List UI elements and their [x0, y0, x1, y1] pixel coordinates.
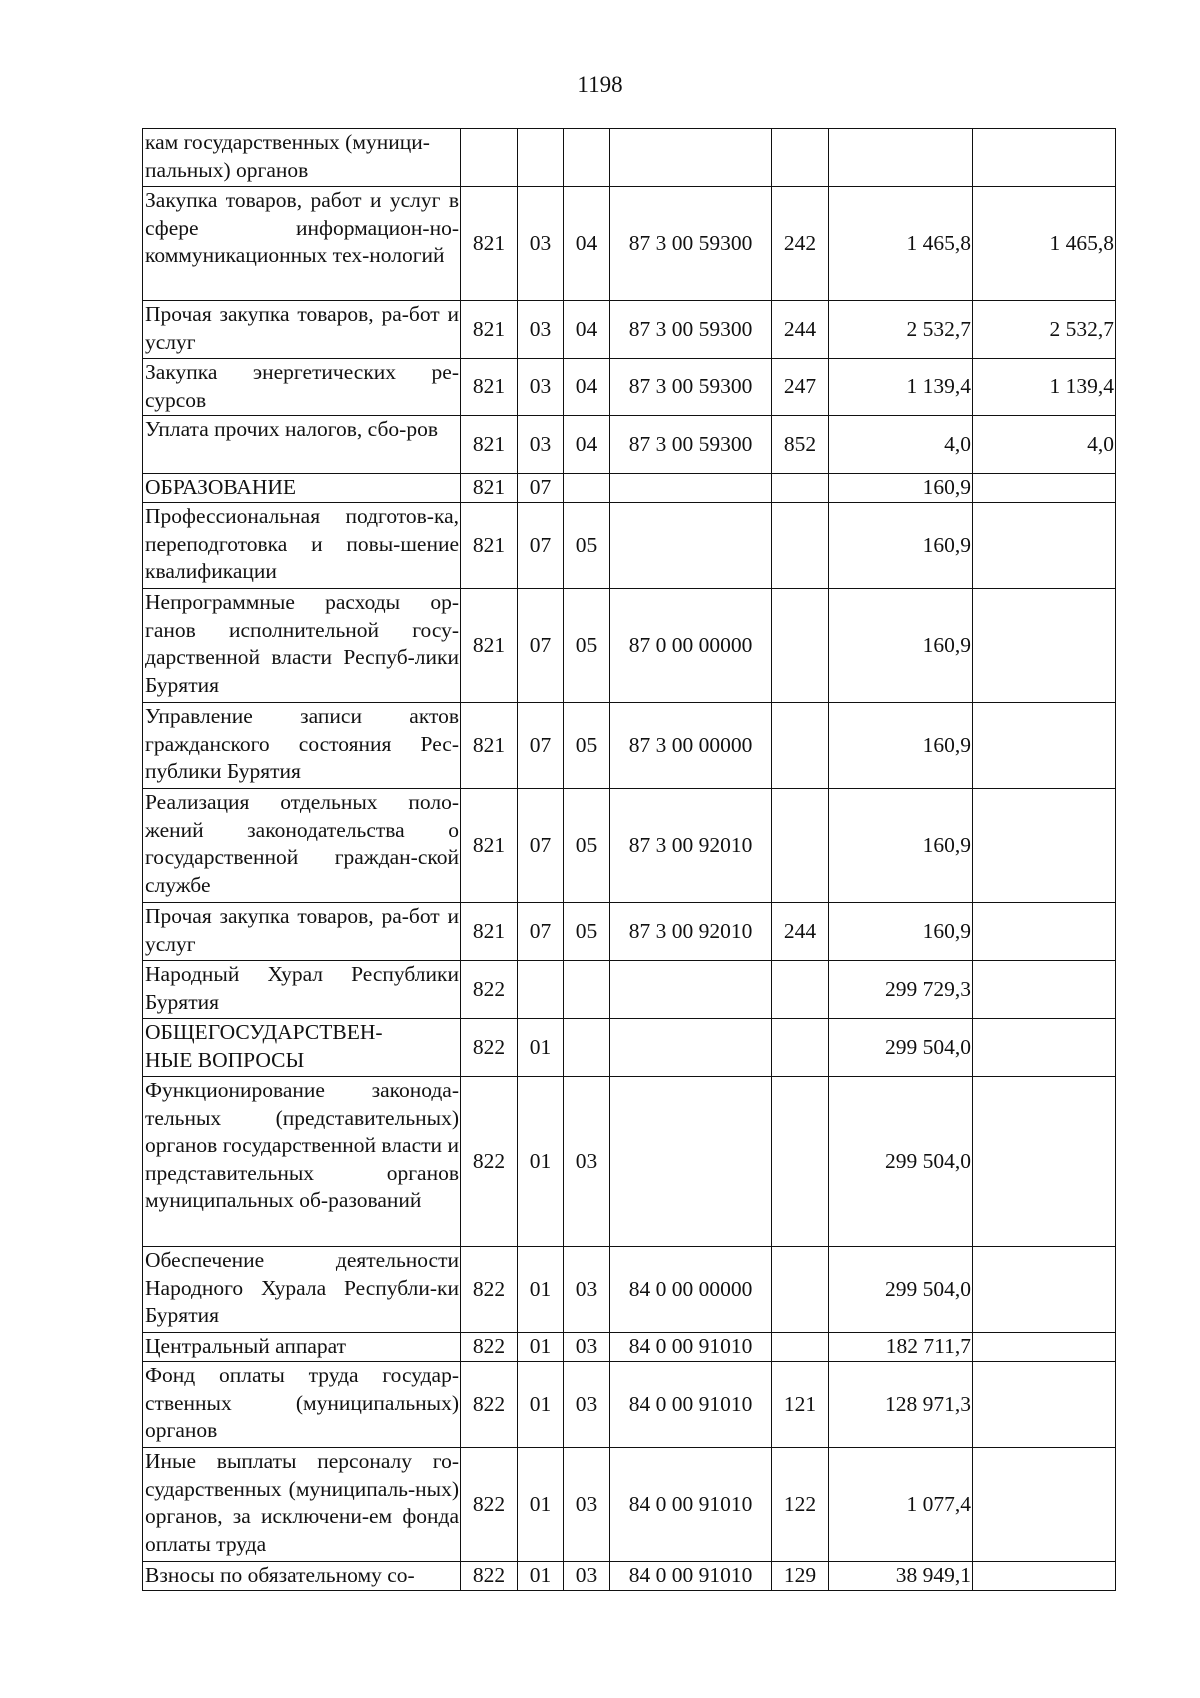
row-name-cell: Реализация отдельных поло-жений законодательства о государственной граждан-ской службе	[143, 789, 461, 903]
section-code-cell: 07	[518, 903, 564, 961]
section-code-cell	[518, 129, 564, 187]
table-row	[143, 1019, 1116, 1077]
section-code-cell: 01	[518, 1448, 564, 1562]
amount-year-2-cell	[973, 1019, 1116, 1077]
table-row	[143, 789, 1116, 903]
amount-year-1-cell: 299 729,3	[829, 961, 973, 1019]
subsection-code-cell: 05	[564, 589, 610, 703]
amount-year-1-cell: 38 949,1	[829, 1562, 973, 1591]
ministry-code-cell: 822	[461, 1562, 518, 1591]
expense-type-cell: 129	[772, 1562, 829, 1591]
subsection-code-cell	[564, 961, 610, 1019]
table-row	[143, 301, 1116, 359]
amount-year-2-cell	[973, 474, 1116, 503]
ministry-code-cell: 821	[461, 301, 518, 359]
target-article-cell: 87 3 00 92010	[610, 789, 772, 903]
amount-year-1-cell: 1 139,4	[829, 359, 973, 416]
amount-year-2-cell	[973, 129, 1116, 187]
ministry-code-cell: 821	[461, 503, 518, 589]
ministry-code-cell: 822	[461, 1247, 518, 1333]
target-article-cell: 87 3 00 59300	[610, 301, 772, 359]
subsection-code-cell: 05	[564, 789, 610, 903]
table-row	[143, 961, 1116, 1019]
expense-type-cell	[772, 1019, 829, 1077]
section-code-cell: 03	[518, 359, 564, 416]
expense-type-cell	[772, 129, 829, 187]
section-code-cell: 07	[518, 589, 564, 703]
row-name-cell: кам государственных (муници- пальных) органов	[143, 129, 461, 187]
expense-type-cell: 242	[772, 187, 829, 301]
expense-type-cell	[772, 1247, 829, 1333]
ministry-code-cell: 822	[461, 961, 518, 1019]
target-article-cell: 87 3 00 92010	[610, 903, 772, 961]
amount-year-1-cell: 182 711,7	[829, 1333, 973, 1362]
subsection-code-cell	[564, 129, 610, 187]
section-code-cell: 01	[518, 1077, 564, 1247]
section-code-cell: 07	[518, 474, 564, 503]
table-row	[143, 589, 1116, 703]
expense-type-cell: 244	[772, 903, 829, 961]
row-name-cell: ОБЩЕГОСУДАРСТВЕН- НЫЕ ВОПРОСЫ	[143, 1019, 461, 1077]
budget-table	[142, 128, 1116, 1591]
amount-year-2-cell	[973, 1077, 1116, 1247]
subsection-code-cell: 03	[564, 1448, 610, 1562]
amount-year-2-cell: 1 139,4	[973, 359, 1116, 416]
ministry-code-cell	[461, 129, 518, 187]
amount-year-2-cell	[973, 789, 1116, 903]
table-row	[143, 416, 1116, 474]
amount-year-1-cell: 128 971,3	[829, 1362, 973, 1448]
amount-year-1-cell: 160,9	[829, 589, 973, 703]
amount-year-2-cell	[973, 1562, 1116, 1591]
subsection-code-cell: 04	[564, 359, 610, 416]
amount-year-2-cell	[973, 703, 1116, 789]
amount-year-1-cell: 160,9	[829, 503, 973, 589]
row-name-cell: Народный Хурал Республики Бурятия	[143, 961, 461, 1019]
amount-year-2-cell	[973, 589, 1116, 703]
section-code-cell: 07	[518, 703, 564, 789]
expense-type-cell: 244	[772, 301, 829, 359]
target-article-cell: 84 0 00 91010	[610, 1562, 772, 1591]
amount-year-1-cell: 1 077,4	[829, 1448, 973, 1562]
amount-year-2-cell: 2 532,7	[973, 301, 1116, 359]
subsection-code-cell: 03	[564, 1077, 610, 1247]
row-name-cell: Прочая закупка товаров, ра-бот и услуг	[143, 301, 461, 359]
row-name-cell: Прочая закупка товаров, ра-бот и услуг	[143, 903, 461, 961]
section-code-cell	[518, 961, 564, 1019]
section-code-cell: 01	[518, 1019, 564, 1077]
amount-year-1-cell: 160,9	[829, 703, 973, 789]
subsection-code-cell: 05	[564, 903, 610, 961]
row-name-cell: Закупка товаров, работ и услуг в сфере информацион-но-коммуникационных тех-нологий	[143, 187, 461, 301]
subsection-code-cell	[564, 474, 610, 503]
row-name-cell: Непрограммные расходы ор-ганов исполнительной госу-дарственной власти Респуб-лики Бурятия	[143, 589, 461, 703]
table-row	[143, 903, 1116, 961]
subsection-code-cell: 03	[564, 1362, 610, 1448]
ministry-code-cell: 821	[461, 903, 518, 961]
amount-year-1-cell: 4,0	[829, 416, 973, 474]
ministry-code-cell: 821	[461, 416, 518, 474]
target-article-cell	[610, 474, 772, 503]
row-name-cell: Уплата прочих налогов, сбо-ров	[143, 416, 461, 474]
target-article-cell: 87 3 00 59300	[610, 359, 772, 416]
ministry-code-cell: 821	[461, 187, 518, 301]
row-name-cell: Функционирование законода-тельных (представительных) органов государственной власти и представительных органов муниципальных об-разований	[143, 1077, 461, 1247]
section-code-cell: 03	[518, 416, 564, 474]
expense-type-cell	[772, 789, 829, 903]
ministry-code-cell: 821	[461, 703, 518, 789]
table-row	[143, 703, 1116, 789]
section-code-cell: 01	[518, 1333, 564, 1362]
target-article-cell: 87 3 00 00000	[610, 703, 772, 789]
row-name-cell: Обеспечение деятельности Народного Хурала Республи-ки Бурятия	[143, 1247, 461, 1333]
amount-year-1-cell: 160,9	[829, 903, 973, 961]
subsection-code-cell: 03	[564, 1333, 610, 1362]
table-row	[143, 1247, 1116, 1333]
table-row	[143, 1362, 1116, 1448]
amount-year-1-cell: 2 532,7	[829, 301, 973, 359]
subsection-code-cell: 05	[564, 503, 610, 589]
ministry-code-cell: 821	[461, 789, 518, 903]
subsection-code-cell: 03	[564, 1562, 610, 1591]
amount-year-1-cell: 160,9	[829, 474, 973, 503]
row-name-cell: Профессиональная подготов-ка, переподготовка и повы-шение квалификации	[143, 503, 461, 589]
expense-type-cell: 121	[772, 1362, 829, 1448]
table-row	[143, 1333, 1116, 1362]
page-number: 1198	[577, 72, 623, 97]
amount-year-1-cell	[829, 129, 973, 187]
target-article-cell	[610, 961, 772, 1019]
amount-year-2-cell: 1 465,8	[973, 187, 1116, 301]
row-name-cell: ОБРАЗОВАНИЕ	[143, 474, 461, 503]
section-code-cell: 01	[518, 1562, 564, 1591]
amount-year-2-cell	[973, 1333, 1116, 1362]
ministry-code-cell: 821	[461, 474, 518, 503]
section-code-cell: 03	[518, 301, 564, 359]
amount-year-2-cell	[973, 961, 1116, 1019]
amount-year-2-cell: 4,0	[973, 416, 1116, 474]
ministry-code-cell: 821	[461, 589, 518, 703]
ministry-code-cell: 822	[461, 1077, 518, 1247]
amount-year-2-cell	[973, 1247, 1116, 1333]
amount-year-2-cell	[973, 1362, 1116, 1448]
row-name-cell: Взносы по обязательному со-	[143, 1562, 461, 1591]
expense-type-cell	[772, 1333, 829, 1362]
ministry-code-cell: 822	[461, 1019, 518, 1077]
expense-type-cell: 247	[772, 359, 829, 416]
subsection-code-cell: 03	[564, 1247, 610, 1333]
row-name-cell: Иные выплаты персоналу го-сударственных (муниципаль-ных) органов, за исключени-ем фонда оплаты труда	[143, 1448, 461, 1562]
expense-type-cell	[772, 703, 829, 789]
expense-type-cell: 852	[772, 416, 829, 474]
expense-type-cell	[772, 1077, 829, 1247]
table-row	[143, 1448, 1116, 1562]
section-code-cell: 07	[518, 503, 564, 589]
target-article-cell	[610, 1077, 772, 1247]
row-name-cell: Фонд оплаты труда государ-ственных (муниципальных) органов	[143, 1362, 461, 1448]
table-row	[143, 503, 1116, 589]
target-article-cell: 84 0 00 91010	[610, 1448, 772, 1562]
expense-type-cell	[772, 589, 829, 703]
target-article-cell	[610, 503, 772, 589]
table-row	[143, 474, 1116, 503]
table-row	[143, 187, 1116, 301]
ministry-code-cell: 822	[461, 1333, 518, 1362]
section-code-cell: 07	[518, 789, 564, 903]
table-row	[143, 359, 1116, 416]
target-article-cell: 87 0 00 00000	[610, 589, 772, 703]
budget-table-body	[143, 129, 1116, 1591]
section-code-cell: 01	[518, 1247, 564, 1333]
amount-year-2-cell	[973, 503, 1116, 589]
expense-type-cell: 122	[772, 1448, 829, 1562]
subsection-code-cell	[564, 1019, 610, 1077]
target-article-cell	[610, 129, 772, 187]
table-row	[143, 129, 1116, 187]
target-article-cell: 87 3 00 59300	[610, 187, 772, 301]
amount-year-1-cell: 299 504,0	[829, 1077, 973, 1247]
subsection-code-cell: 04	[564, 301, 610, 359]
row-name-cell: Управление записи актов гражданского состояния Рес-публики Бурятия	[143, 703, 461, 789]
subsection-code-cell: 04	[564, 416, 610, 474]
target-article-cell: 84 0 00 91010	[610, 1333, 772, 1362]
section-code-cell: 01	[518, 1362, 564, 1448]
amount-year-1-cell: 1 465,8	[829, 187, 973, 301]
expense-type-cell	[772, 474, 829, 503]
amount-year-2-cell	[973, 903, 1116, 961]
amount-year-2-cell	[973, 1448, 1116, 1562]
row-name-cell: Закупка энергетических ре-сурсов	[143, 359, 461, 416]
amount-year-1-cell: 299 504,0	[829, 1019, 973, 1077]
target-article-cell: 87 3 00 59300	[610, 416, 772, 474]
ministry-code-cell: 822	[461, 1362, 518, 1448]
subsection-code-cell: 05	[564, 703, 610, 789]
amount-year-1-cell: 160,9	[829, 789, 973, 903]
row-name-cell: Центральный аппарат	[143, 1333, 461, 1362]
target-article-cell	[610, 1019, 772, 1077]
table-row	[143, 1077, 1116, 1247]
table-row	[143, 1562, 1116, 1591]
target-article-cell: 84 0 00 00000	[610, 1247, 772, 1333]
amount-year-1-cell: 299 504,0	[829, 1247, 973, 1333]
ministry-code-cell: 821	[461, 359, 518, 416]
expense-type-cell	[772, 503, 829, 589]
subsection-code-cell: 04	[564, 187, 610, 301]
section-code-cell: 03	[518, 187, 564, 301]
ministry-code-cell: 822	[461, 1448, 518, 1562]
expense-type-cell	[772, 961, 829, 1019]
target-article-cell: 84 0 00 91010	[610, 1362, 772, 1448]
